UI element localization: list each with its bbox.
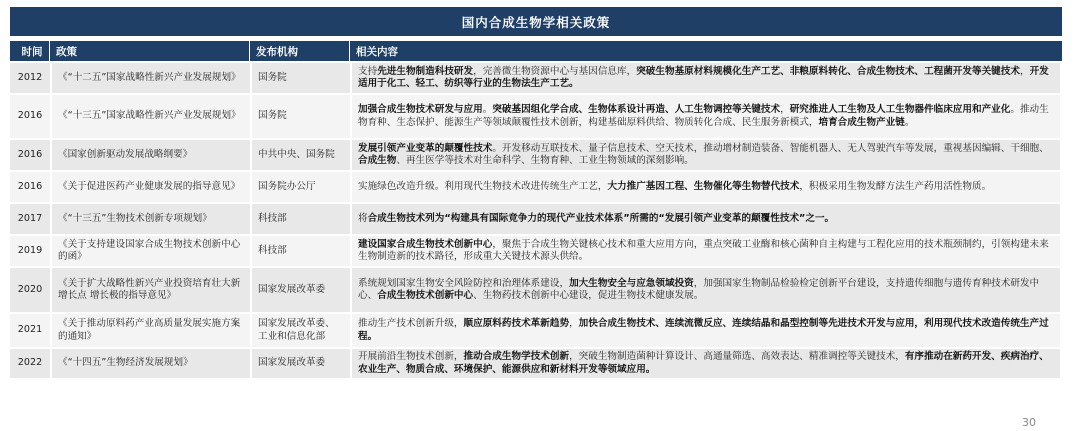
content-run: ，完善微生物资源中心与基因信息库， [473,65,637,77]
content-run: 将 [358,212,368,224]
policy-table [10,41,1062,380]
cell-content [352,349,1060,378]
cell-year: 2012 [10,63,50,93]
table-row [10,63,1062,93]
cell-org: 国务院 [252,63,350,93]
content-bold-run: 突破基因组化学合成、生物体系设计再造、人工生物调控等关键技术 [492,104,781,115]
header-policy: 政策 [50,41,250,61]
cell-year: 2020 [10,268,50,312]
content-text [358,143,1054,168]
content-text [358,278,1054,303]
table-row [10,204,1062,234]
cell-policy: 《国家创新驱动发展战略纲要》 [52,140,250,170]
table-row [10,236,1062,266]
content-run: 实施绿色改造升级。利用现代生物技术改进传统生产工艺， [358,180,608,192]
content-bold-run: 加大生物安全与应急领域投资 [569,277,694,289]
content-run: ，聚焦于合成生物关键核心技术和重大应用方向，重点突破工业酶和核心菌种自主构建与工程化应用的技术瓶颈制约，引领构建未来生物制造新的技术路径，形成重大关键技术源头供给。 [358,238,1049,262]
content-bold-run: 大力推广基因工程、生物催化等生物替代技术 [607,180,800,192]
content-run: 。开发移动互联技术、量子信息技术、空天技术，推动增材制造装备、智能机器人、无人驾驶汽车等发展，重视基因编辑、干细胞、 [492,142,1049,154]
cell-org: 科技部 [252,204,350,234]
cell-policy: 《“十三五”生物技术创新专项规划》 [52,204,250,234]
cell-year: 2022 [10,349,50,378]
content-run: ，积极采用生物发酵方法生产药用活性物质。 [799,180,992,192]
content-text [358,351,1054,376]
content-bold-run: 突破生物基原材料规模化生产工艺、非粮原料转化、合成生物技术、工程菌开发等关键技术 [636,65,1020,77]
cell-policy: 《关于推动原料药产业高质量发展实施方案的通知》 [52,314,250,347]
content-bold-run: 合成生物 [358,155,397,166]
table-title [10,7,1062,36]
content-run: 。推动生物育种、生态保护、能源生产等领域颠覆性技术创新，构建基础原料供给、物质转化合成、民生服务新模式， [358,104,1049,128]
content-run: 推动生产技术创新升级， [358,318,464,329]
content-bold-run: 顺应原料药技术革新趋势 [463,318,570,329]
cell-policy: 《关于支持建设国家合成生物技术创新中心的函》 [52,236,250,266]
content-bold-run: 合成生物技术列为“构建具有国际竞争力的现代产业技术体系”所需的“发展引领产业变革的颠覆性技术”之一。 [367,212,835,224]
table-title-text: 国内合成生物学相关政策 [461,14,611,30]
content-bold-run: 加强合成生物技术研发与应用 [358,104,483,115]
content-run: ，突破生物制造菌种计算设计、高通量筛选、高效表达、精准调控等关键技术， [569,351,905,362]
table-row [10,172,1062,202]
cell-org: 中共中央、国务院 [252,140,350,170]
content-run: 。 [904,116,915,128]
header-content: 相关内容 [356,45,398,58]
content-text [358,239,1054,264]
content-bold-run: 合成生物技术创新中心 [377,290,474,301]
content-bold-run: 发展引领产业变革的颠覆性技术 [358,142,493,154]
cell-content [352,314,1060,347]
content-bold-run: 培育合成生物产业链 [818,116,905,128]
cell-policy: 《“十三五”国家战略性新兴产业发展规划》 [52,95,250,138]
content-text [358,181,991,194]
content-bold-run: 推动合成生物学技术创新 [463,351,570,362]
content-run: 开展前沿生物技术创新， [358,351,464,362]
cell-year: 2016 [10,95,50,138]
cell-year: 2021 [10,314,50,347]
cell-policy: 《“十二五”国家战略性新兴产业发展规划》 [52,63,250,93]
cell-org: 国家发展改革委 [252,268,350,312]
cell-policy: 《关于促进医药产业健康发展的指导意见》 [52,172,250,202]
cell-content [352,236,1060,266]
cell-content [352,172,1060,202]
cell-year: 2016 [10,140,50,170]
cell-org: 科技部 [252,236,350,266]
cell-content [352,63,1060,93]
content-run: ， [780,104,790,115]
header-year: 时间 [10,41,50,61]
table-row [10,349,1062,378]
content-bold-run: 研究推进人工生物及人工生物器件临床应用和产业化 [789,104,1011,115]
cell-year: 2016 [10,172,50,202]
content-run: 、生物药技术创新中心建设，促进生物技术健康发展。 [473,290,704,301]
content-bold-run: 加快合成生物技术、连续流微反应、连续结晶和晶型控制等先进技术开发与应用，利用现代技术改造传统生产过程。 [358,318,1049,342]
table-row [10,140,1062,170]
header-org: 发布机构 [250,41,350,61]
cell-content [352,268,1060,312]
cell-year: 2019 [10,236,50,266]
cell-policy: 《关于扩大战略性新兴产业投资培育壮大新增长点 增长极的指导意见》 [52,268,250,312]
content-run: 、再生医学等技术对生命科学、生物育种、工业生物领域的深刻影响。 [396,155,694,166]
content-run: 支持 [358,65,378,77]
cell-content [352,204,1060,234]
cell-org: 国家发展改革委 [252,349,350,378]
content-text [358,318,1054,343]
cell-year: 2017 [10,204,50,234]
table-row [10,95,1062,138]
table-row [10,268,1062,312]
cell-org: 国务院 [252,95,350,138]
content-run: 。 [482,104,493,115]
content-text [358,104,1054,129]
table-header-row [10,41,1062,61]
content-run: ， [1019,65,1030,77]
cell-content [352,95,1060,138]
cell-org: 国务院办公厅 [252,172,350,202]
content-bold-run: 建设国家合成生物技术创新中心 [358,238,493,250]
cell-content [352,140,1060,170]
content-bold-run: 有序推动在新药开发、疾病治疗、农业生产、物质合成、环境保护、能源供应和新材料开发等领域应用。 [358,351,1049,375]
cell-org: 国家发展改革委、工业和信息化部 [252,314,350,347]
content-run: ，加强国家生物制品检验检定创新平台建设，支持遗传细胞与遗传育种技术研发中心、 [358,277,1040,301]
table-row [10,314,1062,347]
content-run: ， [569,318,579,329]
content-bold-run: 先进生物制造科技研发 [377,65,474,77]
cell-policy: 《“十四五”生物经济发展规划》 [52,349,250,378]
content-text [358,213,834,226]
content-text [358,66,1054,91]
content-run: 系统规划国家生物安全风险防控和治理体系建设， [358,277,570,289]
content-bold-run: 开发适用于化工、轻工、纺织等行业的生物法生产工艺。 [358,65,1049,89]
page-number: 30 [1022,416,1036,429]
